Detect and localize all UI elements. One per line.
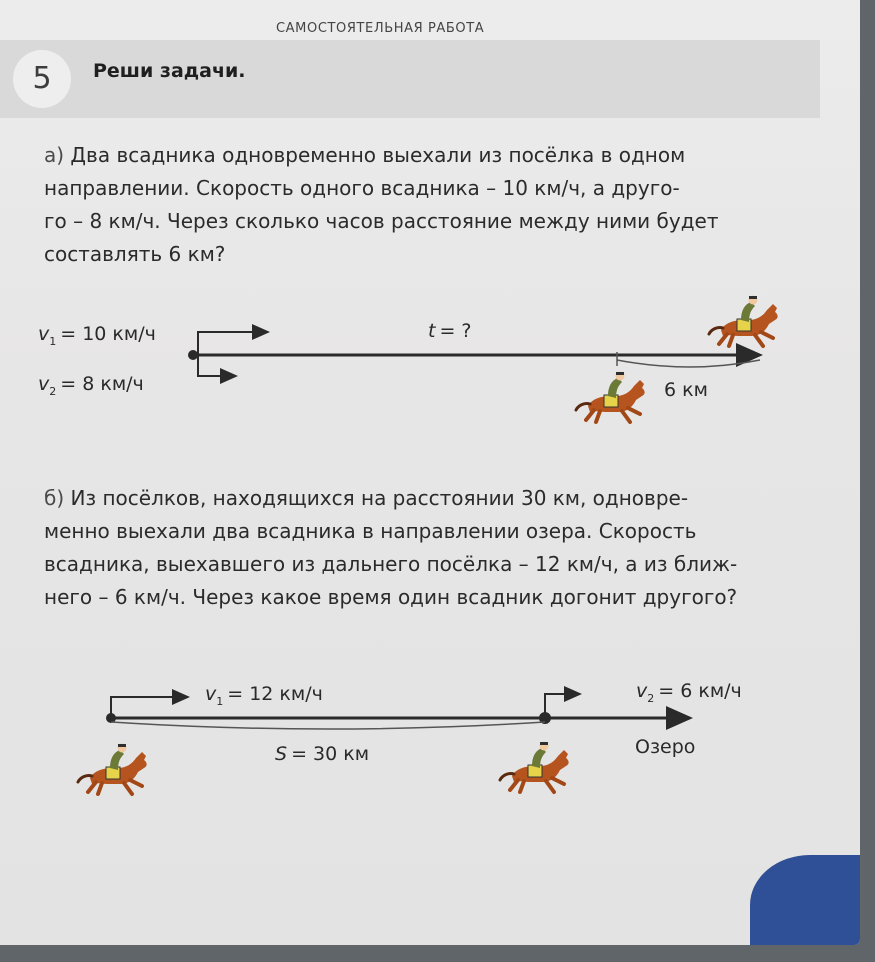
problem-b-letter: б): [44, 486, 65, 510]
problem-b-line: менно выехали два всадника в направлении озера. Скорость: [44, 519, 697, 543]
v1-arrow-b: [111, 697, 188, 718]
v1-arrow-a: [198, 332, 268, 355]
v2-arrow-b: [545, 694, 580, 718]
problem-b-line: всадника, выехавшего из дальнего посёлка – 12 км/ч, а из ближ-: [44, 552, 738, 576]
time-label-a: t = ?: [428, 320, 472, 342]
v1-label-a: $v_1 = 10$ км/ч: [38, 323, 156, 348]
v2-label-a: $v_2 = 8$ км/ч: [38, 373, 144, 398]
task-number: 5: [13, 50, 71, 108]
problem-a-line-1-text: Два всадника одновременно выехали из посёлка в одном: [64, 143, 686, 167]
section-title: САМОСТОЯТЕЛЬНАЯ РАБОТА: [276, 21, 485, 36]
lake-label: Озеро: [635, 736, 696, 758]
problem-a-text: [44, 139, 804, 271]
horse-rider-near-village-icon: [500, 742, 569, 793]
horse-rider-fast-icon: [709, 296, 778, 347]
task-title: Реши задачи.: [93, 60, 246, 82]
problem-b-line: него – 6 км/ч. Через какое время один всадник догонит другого?: [44, 585, 738, 609]
task-header: [0, 40, 820, 118]
problem-a-line: [44, 139, 804, 172]
problem-b-line: [44, 482, 804, 515]
v1-label-b: $v_1 = 12$ км/ч: [205, 683, 323, 708]
brace-30km: [111, 722, 545, 729]
distance-label-a: 6 км: [664, 379, 708, 401]
distance-label-b: S = 30 км: [275, 743, 370, 765]
v2-arrow-a: [198, 355, 236, 376]
start-point-a: [188, 350, 198, 360]
problem-a-line: направлении. Скорость одного всадника – 10 км/ч, а друго-: [44, 176, 680, 200]
page-corner-decoration: [750, 855, 860, 945]
problem-b-text: [44, 482, 804, 614]
problem-a-line: составлять 6 км?: [44, 242, 226, 266]
v2-label-b: $v_2 = 6$ км/ч: [636, 680, 742, 705]
horse-rider-slow-icon: [576, 372, 645, 423]
diagram-b: [0, 650, 860, 810]
problem-b-line-1-text: Из посёлков, находящихся на расстоянии 30 км, одновре-: [64, 486, 689, 510]
diagram-a: [0, 280, 860, 430]
brace-6km: [617, 360, 760, 367]
horse-rider-far-village-icon: [78, 744, 147, 795]
problem-a-line: го – 8 км/ч. Через сколько часов расстояние между ними будет: [44, 209, 719, 233]
problem-a-letter: а): [44, 143, 65, 167]
